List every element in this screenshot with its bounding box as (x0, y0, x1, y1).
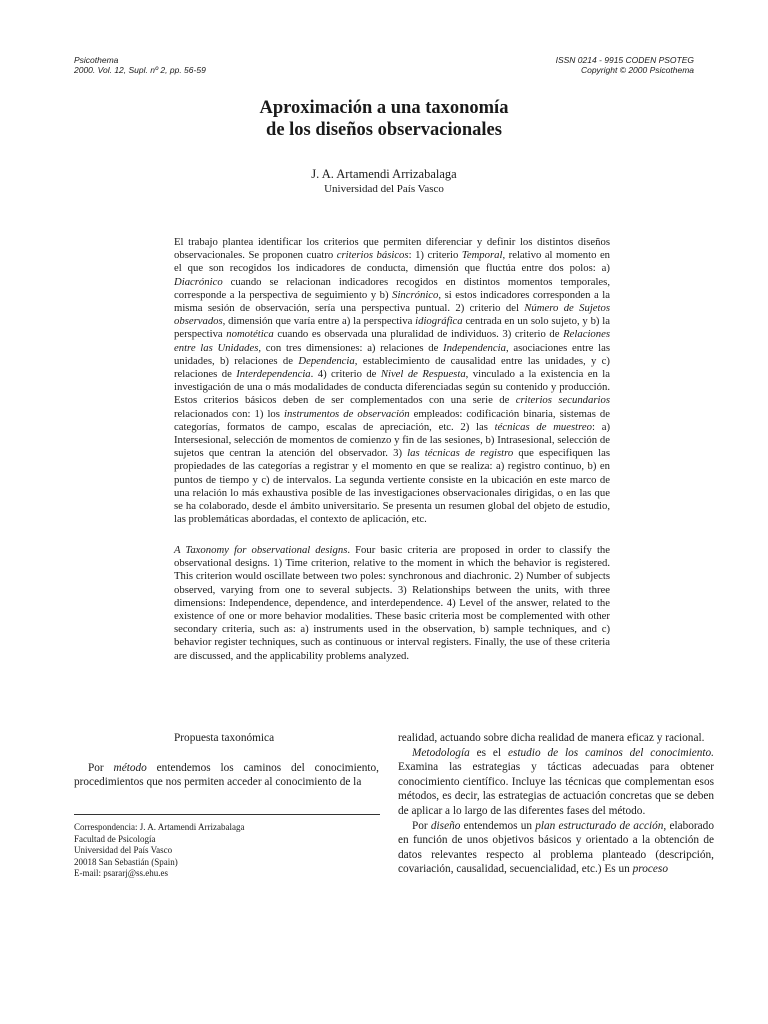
abstract-english (174, 544, 610, 663)
abstract-term: Número de Sujetos observados, (174, 302, 610, 328)
body-text: , elaborado en función de unos objetivos básicos y orientado a la obtención de datos relevantes respecto al problema planteado (descripción, covariación, causalidad, secuencialidad, etc.) Es un (398, 819, 714, 876)
abstract-term: técnicas de muestreo (494, 420, 592, 433)
body-text: entendemos los caminos del conocimiento, procedimientos que nos permiten acceder al conocimiento de la (74, 761, 379, 789)
footnote-divider (74, 814, 380, 815)
body-term: método (113, 761, 147, 774)
body-term: plan estructurado de acción (535, 819, 664, 832)
body-term: Metodología (412, 746, 470, 759)
body-paragraph: realidad, actuando sobre dicha realidad de manera eficaz y racional. (398, 732, 705, 744)
abstract-text: dimensión que varía entre a) la perspectiva (225, 315, 416, 328)
journal-volume: 2000. Vol. 12, Supl. nº 2, pp. 56-59 (74, 65, 206, 75)
abstract-text: que especifiquen las propiedades de las categorías a registrar y el momento en que se realiza: a) registro continuo, b) en puntos de tiempo y c) de intervalos. La segunda vertiente consiste en la ubicación en este marco de una relación lo más exhaustiva posible de las investigaciones observacionales dirigidas, o en las que se ha colaborado, desde el ámbito universitario. Se presenta un resumen global del objeto de estudio, las problemáticas abordadas, el contexto de aplicación, etc. (174, 447, 610, 526)
abstract-text: , asociaciones entre las unidades, b) relaciones de (174, 341, 610, 367)
abstract-term: nomotética (226, 328, 274, 341)
abstract-term: Interdependencia (236, 368, 311, 381)
abstract-text: . 4) criterio de (310, 368, 381, 381)
abstract-term: idiográfica (415, 315, 463, 328)
abstract-text: , vinculado a la existencia en la investigación de una o más modalidades de conducta diferenciadas según su contenido y producción. Estos criterios básicos deben de ser complementados con una serie de (174, 368, 610, 407)
body-term: estudio de los caminos del conocimiento. (507, 746, 714, 759)
abstract-text: cuando es observada una pluralidad de individuos. 3) criterio de (273, 328, 564, 341)
abstract-text: , con tres dimensiones: a) relaciones de (258, 341, 444, 354)
abstract-term: Temporal (461, 249, 503, 262)
abstract-spanish (174, 236, 610, 526)
abstract-text: relacionados con: 1) los (174, 407, 284, 420)
abstract-term: Sincrónico, (392, 288, 442, 301)
correspondence-email: E-mail: psararj@ss.ehu.es (74, 868, 169, 879)
body-text: Por (412, 819, 431, 832)
abstract-text: centrada en un solo sujeto, y b) la perspectiva (174, 315, 610, 341)
abstract-term: instrumentos de observación (283, 407, 410, 420)
body-left-column (74, 731, 379, 790)
abstract-text: empleados: codificación binaria, sistemas de categorías, formatos de campo, escalas de apreciación, etc. 2) las (174, 407, 610, 433)
abstract-term: Relaciones entre las Unidades (174, 328, 610, 354)
correspondence-line: 20018 San Sebastián (Spain) (74, 856, 178, 867)
abstract-text: , relativo al momento en el que son recogidos los indicadores de conducta, dimensión que fluctúa entre dos polos: a) (174, 249, 611, 275)
abstract-text: si estos indicadores corresponden a la misma sesión de observación, sería una perspectiva puntual. 2) criterio del (174, 288, 610, 315)
issn-header (556, 55, 694, 75)
abstract-english-title: A Taxonomy for observational designs (174, 544, 348, 556)
copyright: Copyright © 2000 Psicothema (580, 65, 694, 75)
body-text: entendemos un (460, 819, 536, 832)
body-paragraph (398, 746, 714, 819)
abstract-term: Diacrónico (174, 275, 223, 288)
author-name: J. A. Artamendi Arrizabalaga (311, 167, 457, 181)
body-text: Por (88, 761, 114, 774)
body-term: diseño (430, 819, 461, 832)
abstract-text: : 1) criterio (408, 249, 462, 262)
body-term: proceso (632, 863, 668, 876)
body-right-column (398, 731, 714, 877)
correspondence-line: Correspondencia: J. A. Artamendi Arrizabalaga (74, 822, 245, 832)
abstract-term: criterios básicos (336, 249, 409, 262)
abstract-term: criterios secundarios (515, 394, 610, 407)
body-text: Examina las estrategias y tácticas adecuadas para obtener conocimiento científico. Incluye las técnicas que complementan esos métodos, es decir, las estrategias de actuación concretas que se deben de aplicar a lo largo de las diferentes fases del método. (398, 761, 714, 817)
abstract-term: Independencia (443, 341, 506, 354)
abstract-text: cuando se relacionan indicadores recogidos en distintos momentos temporales, corresponde a la perspectiva de seguimiento y b) (174, 275, 610, 301)
abstract-term: las técnicas de registro (407, 447, 514, 460)
body-paragraph (74, 761, 379, 790)
article-title (0, 97, 768, 141)
abstract-text: : a) Intersesional, selección de momentos de comienzo y fin de las sesiones, b) Intrasesional, selección de sujetos que centran la atención del observador. 3) (174, 420, 610, 460)
abstract-english-text: . Four basic criteria are proposed in order to classify the observational designs. 1) Time criterion, relative to the moment in which the behavior is registered. This criterion would oscillate between two poles: synchronous and diachronic. 2) Number of subjects observed, varying from one to several subjects. 3) Relationships between the units, with three dimensions: Independence, dependence, and interdependence. 4) Level of the answer, related to the existence of one or more behavior modalities. These basic criteria most be complemented with other secondary criteria, such as: a) instruments used in the observation, b) sample techniques, and c) behavior register techniques, such as continuous or interval registers. Finally, the use of these criteria are discussed, and the applicability problems analyzed. (174, 544, 610, 662)
abstract-term: Nivel de Respuesta (380, 368, 466, 381)
section-heading: Propuesta taxonómica (174, 732, 275, 744)
correspondence-note (74, 822, 244, 880)
body-text: es el (469, 746, 508, 759)
correspondence-line: Universidad del País Vasco (74, 845, 173, 856)
journal-name: Psicothema (74, 55, 119, 65)
body-paragraph (398, 819, 714, 877)
author-affiliation: Universidad del País Vasco (324, 183, 444, 195)
abstract-term: Dependencia (298, 354, 355, 367)
title-line-1: Aproximación a una taxonomía (259, 98, 509, 118)
title-line-2: de los diseños observacionales (266, 120, 502, 140)
abstract-text: El trabajo plantea identificar los criterios que permiten diferenciar y definir los distintos diseños observacionales. Se proponen cuatro (174, 236, 610, 262)
abstract-text: , establecimiento de causalidad entre las unidades, y c) relaciones de (174, 354, 610, 381)
journal-header (74, 55, 206, 75)
issn: ISSN 0214 - 9915 CODEN PSOTEG (555, 55, 694, 65)
correspondence-line: Facultad de Psicología (74, 833, 156, 844)
